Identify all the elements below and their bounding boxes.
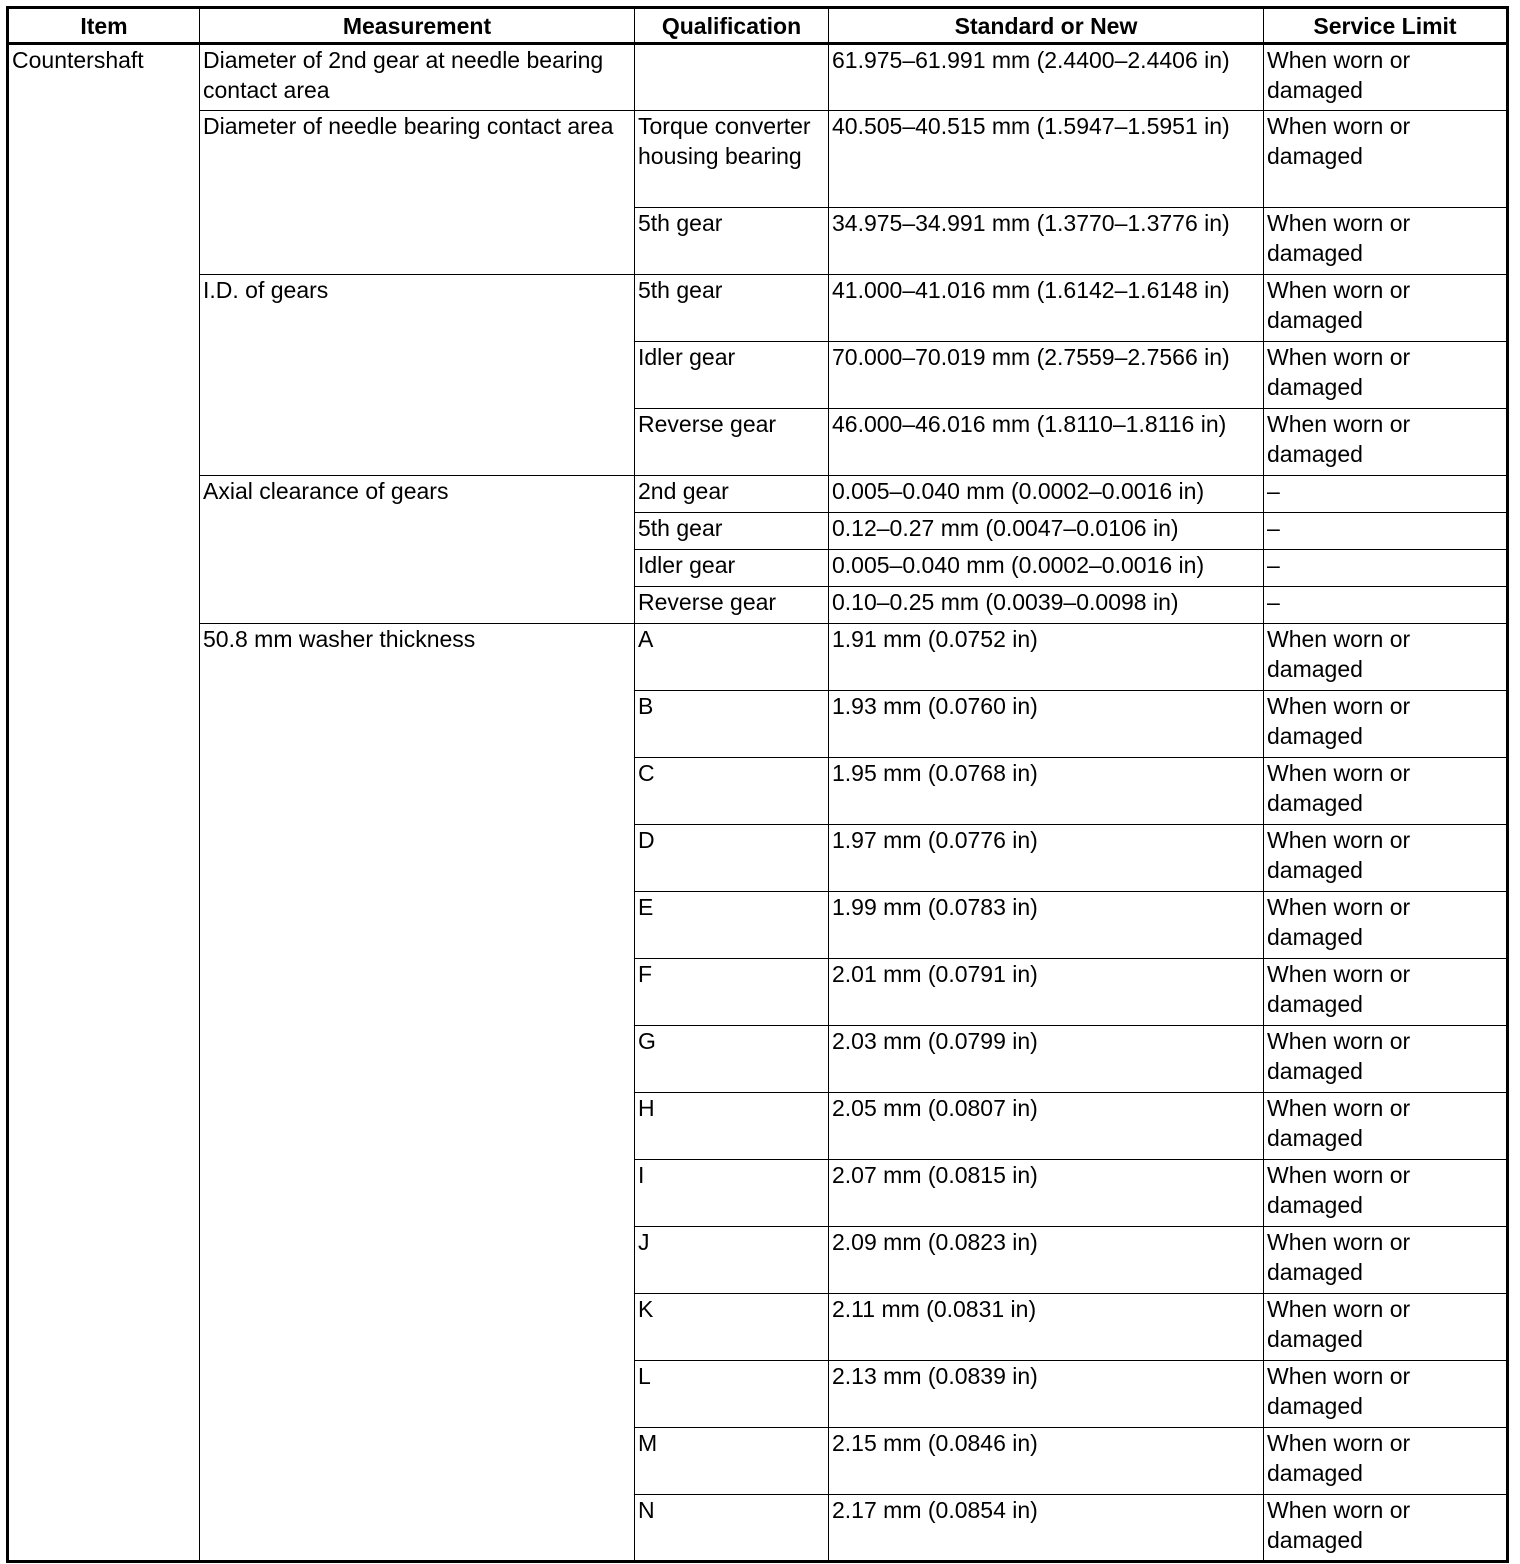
standard-cell: 2.05 mm (0.0807 in) [829, 1093, 1264, 1160]
specification-table [6, 6, 1509, 1563]
standard-cell: 1.93 mm (0.0760 in) [829, 691, 1264, 758]
service-limit-cell: When worn or damaged [1264, 1428, 1508, 1495]
measurement-cell: 50.8 mm washer thickness [200, 624, 635, 1562]
standard-cell: 1.99 mm (0.0783 in) [829, 892, 1264, 959]
header-service-limit: Service Limit [1264, 8, 1508, 44]
standard-cell: 2.09 mm (0.0823 in) [829, 1227, 1264, 1294]
qualification-cell: G [635, 1026, 829, 1093]
service-limit-cell: When worn or damaged [1264, 1361, 1508, 1428]
standard-cell: 2.15 mm (0.0846 in) [829, 1428, 1264, 1495]
service-limit-cell: When worn or damaged [1264, 208, 1508, 275]
qualification-cell: D [635, 825, 829, 892]
header-standard-or-new: Standard or New [829, 8, 1264, 44]
standard-cell: 2.07 mm (0.0815 in) [829, 1160, 1264, 1227]
table-row [8, 111, 1508, 208]
service-limit-cell: When worn or damaged [1264, 409, 1508, 476]
qualification-cell: K [635, 1294, 829, 1361]
table-row [8, 476, 1508, 513]
standard-cell: 61.975–61.991 mm (2.4400–2.4406 in) [829, 44, 1264, 111]
standard-cell: 0.005–0.040 mm (0.0002–0.0016 in) [829, 550, 1264, 587]
standard-cell: 2.01 mm (0.0791 in) [829, 959, 1264, 1026]
table-row [8, 624, 1508, 691]
standard-cell: 0.005–0.040 mm (0.0002–0.0016 in) [829, 476, 1264, 513]
standard-cell: 1.91 mm (0.0752 in) [829, 624, 1264, 691]
service-limit-cell: When worn or damaged [1264, 1160, 1508, 1227]
service-limit-cell: When worn or damaged [1264, 691, 1508, 758]
qualification-cell: N [635, 1495, 829, 1562]
qualification-cell: 5th gear [635, 275, 829, 342]
measurement-cell: Axial clearance of gears [200, 476, 635, 624]
qualification-cell: I [635, 1160, 829, 1227]
service-limit-cell: When worn or damaged [1264, 342, 1508, 409]
standard-cell: 2.13 mm (0.0839 in) [829, 1361, 1264, 1428]
service-limit-cell: When worn or damaged [1264, 892, 1508, 959]
qualification-cell: Reverse gear [635, 409, 829, 476]
standard-cell: 40.505–40.515 mm (1.5947–1.5951 in) [829, 111, 1264, 208]
qualification-cell: Idler gear [635, 342, 829, 409]
service-limit-cell: When worn or damaged [1264, 1294, 1508, 1361]
header-qualification: Qualification [635, 8, 829, 44]
service-limit-cell: – [1264, 476, 1508, 513]
qualification-cell: B [635, 691, 829, 758]
table-row [8, 44, 1508, 111]
qualification-cell: E [635, 892, 829, 959]
table-body [8, 44, 1508, 1562]
spec-page [6, 6, 1506, 1557]
service-limit-cell: When worn or damaged [1264, 275, 1508, 342]
standard-cell: 2.03 mm (0.0799 in) [829, 1026, 1264, 1093]
service-limit-cell: When worn or damaged [1264, 1026, 1508, 1093]
service-limit-cell: When worn or damaged [1264, 1495, 1508, 1562]
standard-cell: 0.12–0.27 mm (0.0047–0.0106 in) [829, 513, 1264, 550]
service-limit-cell: When worn or damaged [1264, 44, 1508, 111]
measurement-cell: I.D. of gears [200, 275, 635, 476]
standard-cell: 34.975–34.991 mm (1.3770–1.3776 in) [829, 208, 1264, 275]
qualification-cell: J [635, 1227, 829, 1294]
qualification-cell: Idler gear [635, 550, 829, 587]
standard-cell: 1.95 mm (0.0768 in) [829, 758, 1264, 825]
standard-cell: 46.000–46.016 mm (1.8110–1.8116 in) [829, 409, 1264, 476]
service-limit-cell: When worn or damaged [1264, 111, 1508, 208]
standard-cell: 0.10–0.25 mm (0.0039–0.0098 in) [829, 587, 1264, 624]
measurement-cell: Diameter of needle bearing contact area [200, 111, 635, 275]
service-limit-cell: – [1264, 587, 1508, 624]
qualification-cell: 5th gear [635, 208, 829, 275]
header-measurement: Measurement [200, 8, 635, 44]
qualification-cell: Torque converter housing bearing [635, 111, 829, 208]
measurement-cell: Diameter of 2nd gear at needle bearing contact area [200, 44, 635, 111]
qualification-cell: 5th gear [635, 513, 829, 550]
standard-cell: 2.17 mm (0.0854 in) [829, 1495, 1264, 1562]
service-limit-cell: When worn or damaged [1264, 758, 1508, 825]
qualification-cell: 2nd gear [635, 476, 829, 513]
qualification-cell: C [635, 758, 829, 825]
service-limit-cell: When worn or damaged [1264, 825, 1508, 892]
qualification-cell: H [635, 1093, 829, 1160]
standard-cell: 2.11 mm (0.0831 in) [829, 1294, 1264, 1361]
standard-cell: 41.000–41.016 mm (1.6142–1.6148 in) [829, 275, 1264, 342]
service-limit-cell: When worn or damaged [1264, 624, 1508, 691]
header-item: Item [8, 8, 200, 44]
table-header [8, 8, 1508, 44]
service-limit-cell: When worn or damaged [1264, 1093, 1508, 1160]
qualification-cell: A [635, 624, 829, 691]
qualification-cell: F [635, 959, 829, 1026]
service-limit-cell: When worn or damaged [1264, 959, 1508, 1026]
qualification-cell: L [635, 1361, 829, 1428]
service-limit-cell: – [1264, 550, 1508, 587]
item-cell: Countershaft [8, 44, 200, 1562]
standard-cell: 70.000–70.019 mm (2.7559–2.7566 in) [829, 342, 1264, 409]
qualification-cell: M [635, 1428, 829, 1495]
standard-cell: 1.97 mm (0.0776 in) [829, 825, 1264, 892]
service-limit-cell: When worn or damaged [1264, 1227, 1508, 1294]
service-limit-cell: – [1264, 513, 1508, 550]
qualification-cell [635, 44, 829, 111]
table-row [8, 275, 1508, 342]
qualification-cell: Reverse gear [635, 587, 829, 624]
header-row [8, 8, 1508, 44]
